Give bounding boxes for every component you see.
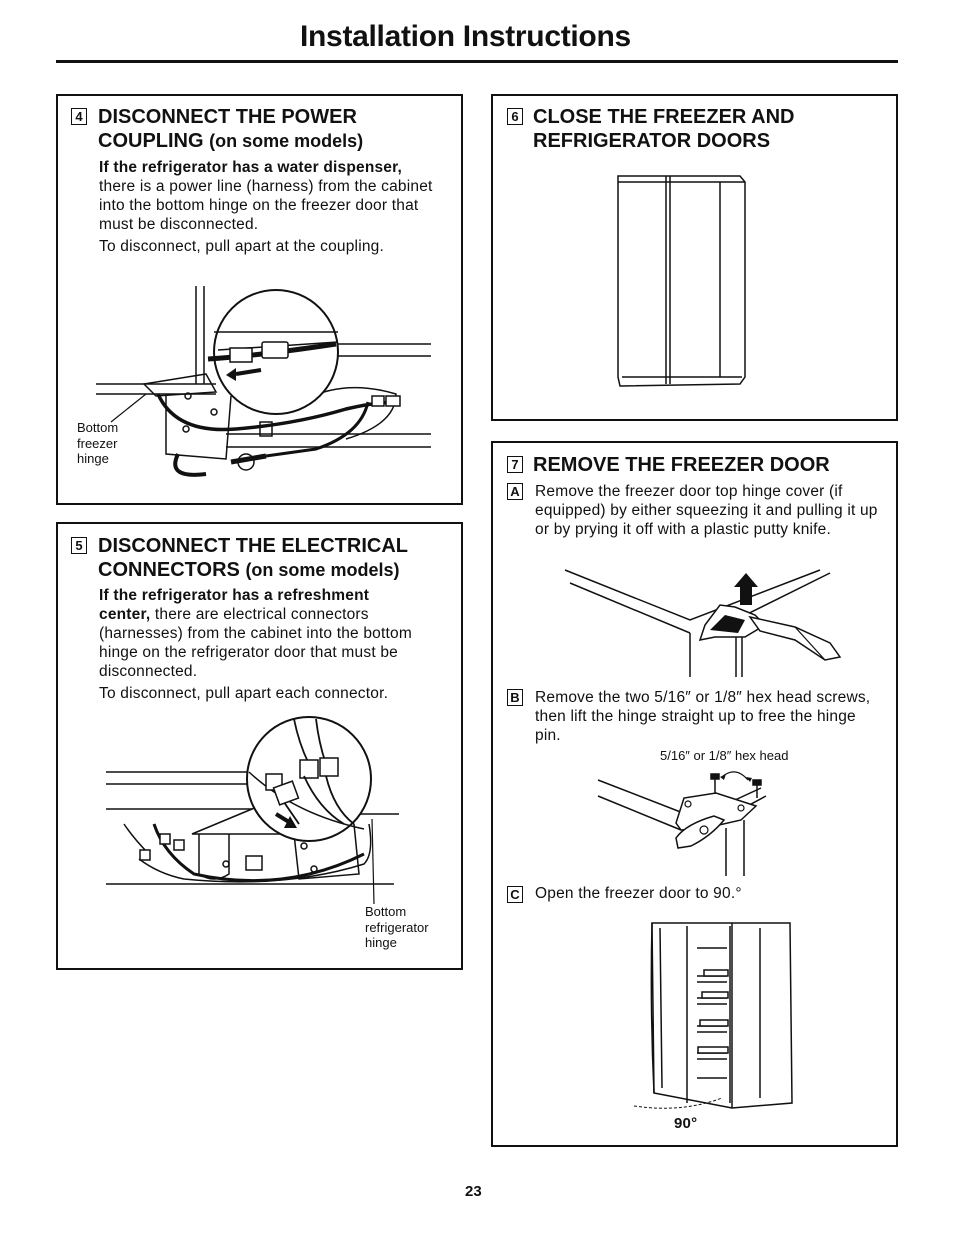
substep-a-letter: A [507,483,523,500]
step-6-number: 6 [507,108,523,125]
electrical-connectors-illustration [104,714,404,904]
step-5-heading [98,534,458,582]
substep-a-text: Remove the freezer door top hinge cover (if equipped) by either squeezing it and pulling it up or by prying it off with a plastic putty knife. [535,483,878,538]
step-4-heading-suffix: (on some models) [209,131,364,151]
power-coupling-illustration [96,284,436,484]
step-4-intro [99,158,439,234]
substep-b-letter: B [507,689,523,706]
bottom-freezer-hinge-caption: Bottom freezer hinge [77,420,119,466]
angle-label: 90° [674,1115,698,1132]
page-title: Installation Instructions [300,20,631,53]
step-7-heading: REMOVE THE FREEZER DOOR [533,454,830,476]
step-5-heading-main: DISCONNECT THE ELECTRICAL [98,535,408,557]
substep-c-text: Open the freezer door to 90.° [535,885,742,902]
hex-head-screw-label: 5/16″ or 1/8″ hex head [660,748,789,763]
step-5-heading-line2: CONNECTORS [98,559,240,581]
substep-c-letter: C [507,886,523,903]
step-5-intro-rest: there are electrical connectors (harnesses) from the cabinet into the bottom hinge on the refrigerator door that must be disconnected. [99,606,412,680]
step-4-number: 4 [71,108,87,125]
open-freezer-door-illustration [632,918,802,1118]
step-5-intro-bold: If the refrigerator has a refreshment center, [99,587,370,623]
closed-refrigerator-illustration [610,172,750,397]
step-5-intro [99,586,419,681]
step-4-heading-main: DISCONNECT THE POWER [98,106,357,128]
step-7-number: 7 [507,456,523,473]
substep-b-text: Remove the two 5/16″ or 1/8″ hex head screws, then lift the hinge straight up to free the hinge pin. [535,689,871,744]
step-4-intro-rest: there is a power line (harness) from the cabinet into the bottom hinge on the freezer door that must be disconnected. [99,178,433,233]
bottom-refrigerator-hinge-caption: Bottom refrigerator hinge [365,904,429,950]
step-6-heading-line1: CLOSE THE FREEZER AND [533,106,795,128]
step-5-number: 5 [71,537,87,554]
step-6-heading [533,105,893,153]
page-number: 23 [465,1183,482,1200]
step-4-intro-bold: If the refrigerator has a water dispenser, [99,159,403,176]
step-4-heading-line2: COUPLING [98,130,204,152]
title-rule [56,60,898,63]
step-5-heading-suffix: (on some models) [245,560,400,580]
step-4-heading [98,105,458,153]
step-4-instruction: To disconnect, pull apart at the coupling. [99,238,384,255]
step-5-instruction: To disconnect, pull apart each connector. [99,685,389,702]
hinge-screws-illustration [596,768,786,878]
hinge-cover-removal-illustration [560,565,850,680]
step-6-heading-line2: REFRIGERATOR DOORS [533,130,771,152]
